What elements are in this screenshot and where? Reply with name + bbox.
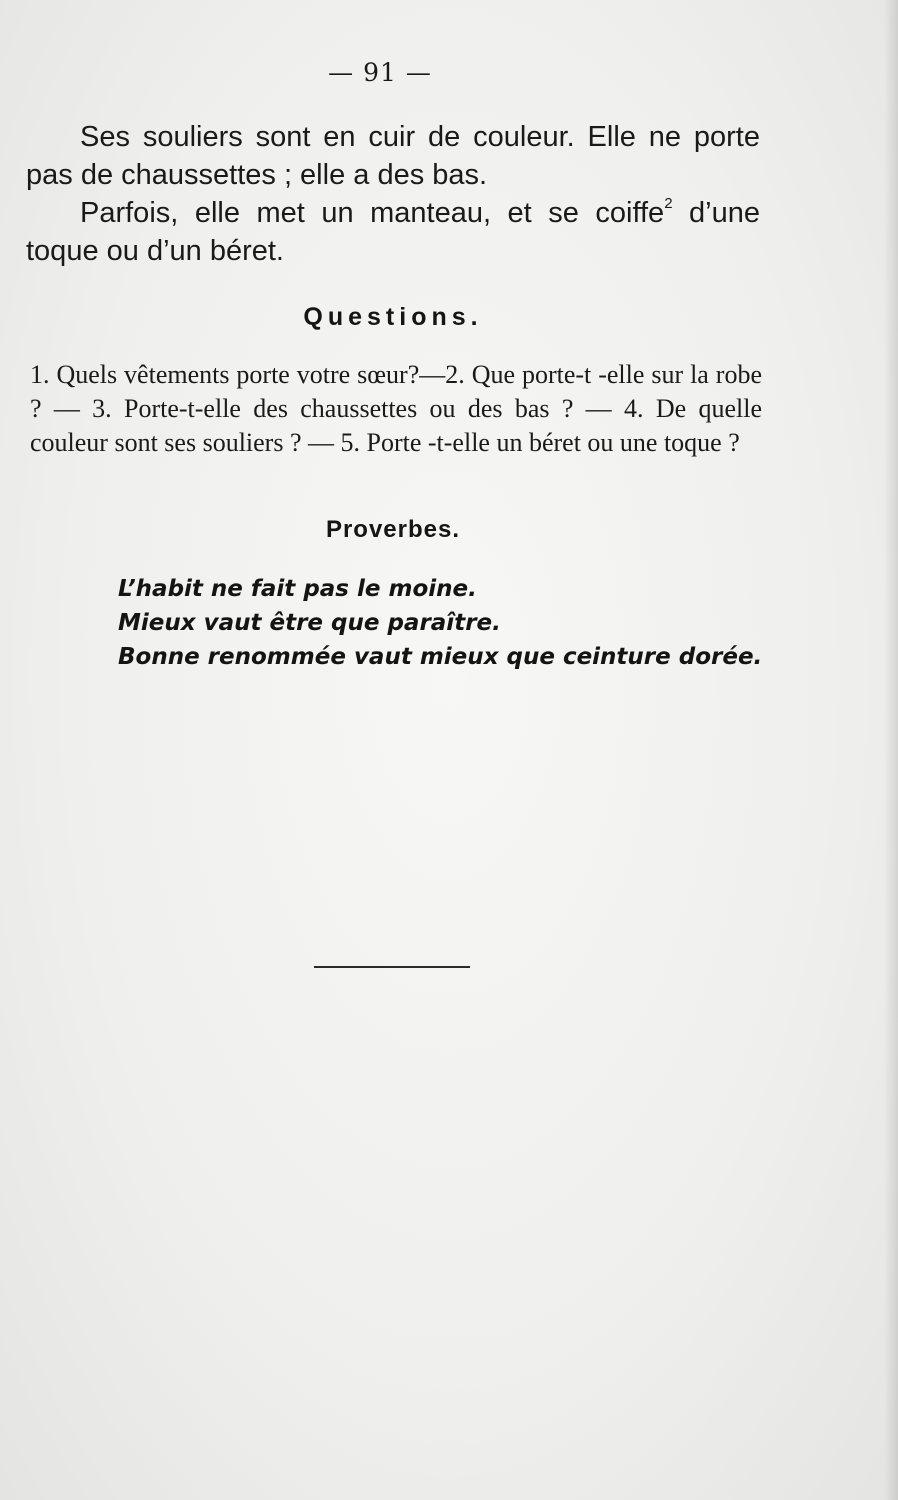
questions-list	[30, 358, 762, 460]
section-divider	[314, 966, 470, 968]
page-number: — 91 —	[328, 58, 432, 87]
paragraph-shoes	[26, 118, 760, 194]
page-edge-shadow	[884, 0, 898, 1500]
paragraph-coat	[26, 194, 760, 270]
proverb-item: Mieux vaut être que paraître.	[118, 610, 501, 636]
proverbs-heading: Proverbes.	[325, 516, 461, 543]
proverb-item: L’habit ne fait pas le moine.	[118, 576, 477, 602]
proverbs-list	[118, 572, 778, 674]
proverb-item: Bonne renommée vaut mieux que ceinture dorée.	[118, 644, 763, 670]
paragraph-text: Ses souliers sont en cuir de couleur. Elle ne porte pas de chaussettes ; elle a des bas.	[26, 121, 760, 191]
questions-text: 1. Quels vêtements porte votre sœur?—2. Que porte-t -elle sur la robe ? — 3. Porte-t-elle des chaussettes ou des bas ? — 4. De quelle couleur sont ses souliers ? — 5. Porte -t-elle un béret ou une toque ?	[30, 360, 762, 457]
paragraph-text: Parfois, elle met un manteau, et se coiffe	[80, 197, 665, 229]
paragraph-text-continued: d’une toque ou d’un béret.	[26, 197, 761, 267]
questions-heading: Questions.	[303, 303, 483, 331]
footnote-mark: 2	[664, 195, 673, 212]
